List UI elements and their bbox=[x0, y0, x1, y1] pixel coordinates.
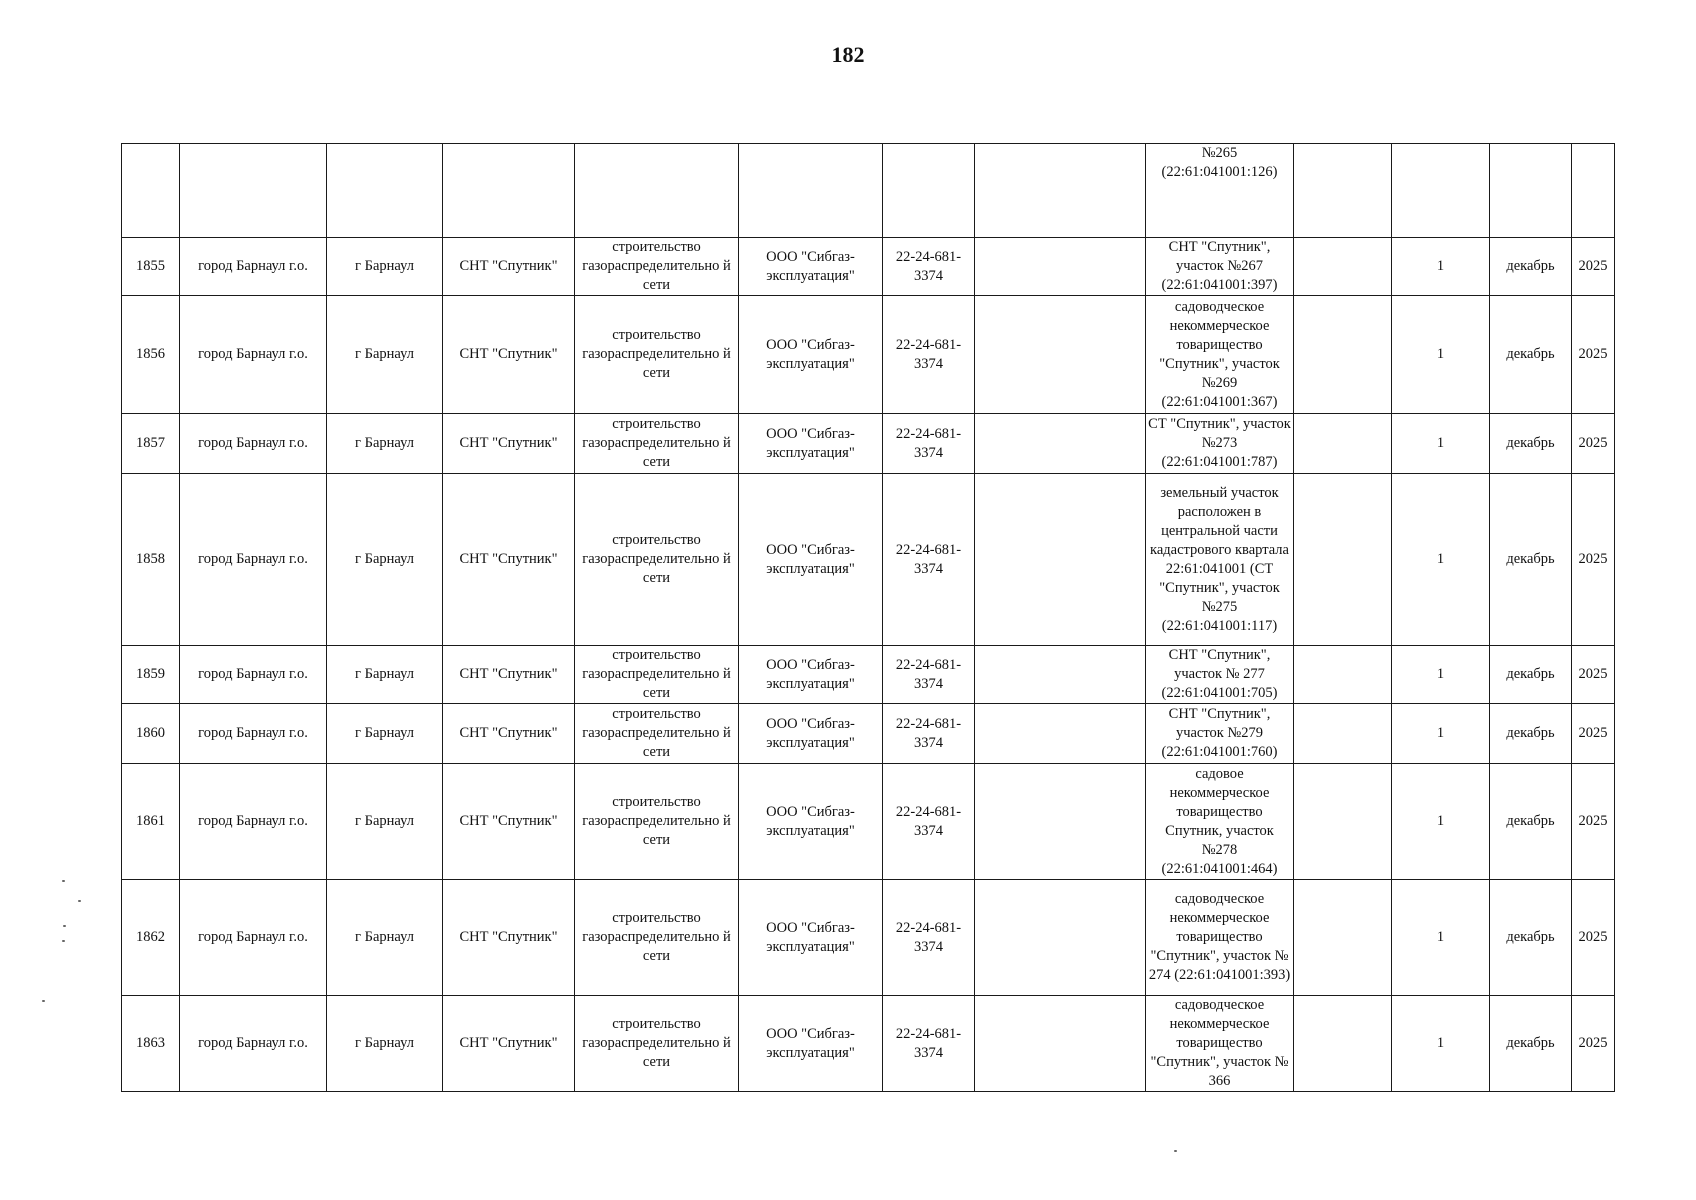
cell-code: 22-24-681-3374 bbox=[883, 880, 975, 996]
cell-qty: 1 bbox=[1392, 764, 1490, 880]
cell-garden: СНТ "Спутник" bbox=[443, 704, 575, 764]
scan-speck bbox=[42, 1000, 45, 1002]
cell-garden: СНТ "Спутник" bbox=[443, 238, 575, 296]
cell-blank bbox=[1294, 880, 1392, 996]
cell-qty bbox=[1392, 144, 1490, 238]
cell-work: строительство газораспределительно й сети bbox=[575, 880, 739, 996]
cell-blank bbox=[1294, 996, 1392, 1092]
cell-company: ООО "Сибгаз-эксплуатация" bbox=[739, 996, 883, 1092]
cell-num: 1855 bbox=[122, 238, 180, 296]
cell-num: 1858 bbox=[122, 474, 180, 646]
cell-year: 2025 bbox=[1572, 474, 1615, 646]
cell-garden: СНТ "Спутник" bbox=[443, 996, 575, 1092]
cell-extra bbox=[975, 296, 1146, 414]
cell-year: 2025 bbox=[1572, 296, 1615, 414]
cell-company: ООО "Сибгаз-эксплуатация" bbox=[739, 474, 883, 646]
cell-month: декабрь bbox=[1490, 646, 1572, 704]
page-number: 182 bbox=[831, 42, 865, 67]
cell-address: садоводческое некоммерческое товарищество "Спутник", участок № 366 bbox=[1146, 996, 1294, 1092]
cell-month: декабрь bbox=[1490, 880, 1572, 996]
table-row bbox=[122, 880, 1615, 996]
cell-extra bbox=[975, 996, 1146, 1092]
cell-extra bbox=[975, 880, 1146, 996]
cell-month: декабрь bbox=[1490, 238, 1572, 296]
cell-year: 2025 bbox=[1572, 238, 1615, 296]
cell-municipality: город Барнаул г.о. bbox=[180, 296, 327, 414]
cell-year bbox=[1572, 144, 1615, 238]
cell-work: строительство газораспределительно й сети bbox=[575, 996, 739, 1092]
cell-year: 2025 bbox=[1572, 704, 1615, 764]
cell-blank bbox=[1294, 296, 1392, 414]
table-row-continued bbox=[122, 144, 1615, 238]
cell-company: ООО "Сибгаз-эксплуатация" bbox=[739, 414, 883, 474]
cell-municipality: город Барнаул г.о. bbox=[180, 880, 327, 996]
cell-num: 1859 bbox=[122, 646, 180, 704]
cell-company: ООО "Сибгаз-эксплуатация" bbox=[739, 704, 883, 764]
scan-speck bbox=[62, 940, 65, 942]
cell-blank bbox=[1294, 474, 1392, 646]
cell-address: СНТ "Спутник", участок № 277 (22:61:041001:705) bbox=[1146, 646, 1294, 704]
cell-work: строительство газораспределительно й сети bbox=[575, 414, 739, 474]
cell-num: 1861 bbox=[122, 764, 180, 880]
cell-company: ООО "Сибгаз-эксплуатация" bbox=[739, 880, 883, 996]
cell-blank bbox=[1294, 144, 1392, 238]
cell-qty: 1 bbox=[1392, 474, 1490, 646]
cell-month: декабрь bbox=[1490, 474, 1572, 646]
scan-speck bbox=[78, 900, 81, 902]
table-row bbox=[122, 296, 1615, 414]
cell-work: строительство газораспределительно й сети bbox=[575, 474, 739, 646]
cell-address: садоводческое некоммерческое товарищество "Спутник", участок №269 (22:61:041001:367) bbox=[1146, 296, 1294, 414]
cell-extra bbox=[975, 646, 1146, 704]
cell-qty: 1 bbox=[1392, 996, 1490, 1092]
cell-municipality: город Барнаул г.о. bbox=[180, 704, 327, 764]
cell-address: СНТ "Спутник", участок №279 (22:61:041001:760) bbox=[1146, 704, 1294, 764]
cell-num: 1862 bbox=[122, 880, 180, 996]
cell-settlement: г Барнаул bbox=[327, 646, 443, 704]
scan-speck bbox=[1174, 1150, 1177, 1152]
cell-garden: СНТ "Спутник" bbox=[443, 474, 575, 646]
cell-extra bbox=[975, 764, 1146, 880]
cell-company bbox=[739, 144, 883, 238]
cell-qty: 1 bbox=[1392, 880, 1490, 996]
cell-work: строительство газораспределительно й сети bbox=[575, 646, 739, 704]
cell-qty: 1 bbox=[1392, 414, 1490, 474]
cell-company: ООО "Сибгаз-эксплуатация" bbox=[739, 238, 883, 296]
table-row bbox=[122, 996, 1615, 1092]
cell-settlement: г Барнаул bbox=[327, 880, 443, 996]
cell-settlement: г Барнаул bbox=[327, 764, 443, 880]
cell-work: строительство газораспределительно й сети bbox=[575, 764, 739, 880]
cell-address: №265 (22:61:041001:126) bbox=[1146, 144, 1294, 238]
cell-num: 1857 bbox=[122, 414, 180, 474]
cell-code: 22-24-681-3374 bbox=[883, 996, 975, 1092]
cell-code: 22-24-681-3374 bbox=[883, 296, 975, 414]
cell-code: 22-24-681-3374 bbox=[883, 414, 975, 474]
cell-extra bbox=[975, 704, 1146, 764]
cell-settlement: г Барнаул bbox=[327, 238, 443, 296]
cell-qty: 1 bbox=[1392, 646, 1490, 704]
cell-code: 22-24-681-3374 bbox=[883, 764, 975, 880]
cell-municipality: город Барнаул г.о. bbox=[180, 996, 327, 1092]
cell-work bbox=[575, 144, 739, 238]
cell-garden: СНТ "Спутник" bbox=[443, 764, 575, 880]
cell-year: 2025 bbox=[1572, 880, 1615, 996]
cell-municipality: город Барнаул г.о. bbox=[180, 764, 327, 880]
cell-company: ООО "Сибгаз-эксплуатация" bbox=[739, 646, 883, 704]
cell-month: декабрь bbox=[1490, 764, 1572, 880]
table-row bbox=[122, 474, 1615, 646]
cell-month bbox=[1490, 144, 1572, 238]
table-row bbox=[122, 414, 1615, 474]
table-row bbox=[122, 764, 1615, 880]
cell-address: земельный участок расположен в центральной части кадастрового квартала 22:61:041001 (СТ "Спутник", участок №275 (22:61:041001:117) bbox=[1146, 474, 1294, 646]
cell-garden bbox=[443, 144, 575, 238]
table-row bbox=[122, 238, 1615, 296]
cell-garden: СНТ "Спутник" bbox=[443, 880, 575, 996]
cell-settlement: г Барнаул bbox=[327, 296, 443, 414]
cell-municipality: город Барнаул г.о. bbox=[180, 646, 327, 704]
cell-qty: 1 bbox=[1392, 238, 1490, 296]
cell-company: ООО "Сибгаз-эксплуатация" bbox=[739, 764, 883, 880]
cell-municipality: город Барнаул г.о. bbox=[180, 474, 327, 646]
gas-network-table bbox=[121, 143, 1615, 1092]
cell-work: строительство газораспределительно й сети bbox=[575, 704, 739, 764]
cell-code: 22-24-681-3374 bbox=[883, 238, 975, 296]
cell-blank bbox=[1294, 646, 1392, 704]
cell-settlement: г Барнаул bbox=[327, 704, 443, 764]
cell-extra bbox=[975, 414, 1146, 474]
cell-address: СНТ "Спутник", участок №267 (22:61:041001:397) bbox=[1146, 238, 1294, 296]
cell-month: декабрь bbox=[1490, 704, 1572, 764]
cell-blank bbox=[1294, 704, 1392, 764]
cell-qty: 1 bbox=[1392, 704, 1490, 764]
cell-code: 22-24-681-3374 bbox=[883, 704, 975, 764]
cell-settlement: г Барнаул bbox=[327, 996, 443, 1092]
cell-extra bbox=[975, 238, 1146, 296]
cell-num bbox=[122, 144, 180, 238]
cell-code: 22-24-681-3374 bbox=[883, 646, 975, 704]
cell-address: садовое некоммерческое товарищество Спутник, участок №278 (22:61:041001:464) bbox=[1146, 764, 1294, 880]
cell-address: садоводческое некоммерческое товарищество "Спутник", участок № 274 (22:61:041001:393) bbox=[1146, 880, 1294, 996]
cell-extra bbox=[975, 144, 1146, 238]
cell-code bbox=[883, 144, 975, 238]
cell-municipality: город Барнаул г.о. bbox=[180, 414, 327, 474]
cell-address: СТ "Спутник", участок №273 (22:61:041001:787) bbox=[1146, 414, 1294, 474]
cell-num: 1863 bbox=[122, 996, 180, 1092]
cell-settlement: г Барнаул bbox=[327, 474, 443, 646]
cell-garden: СНТ "Спутник" bbox=[443, 414, 575, 474]
table-row bbox=[122, 646, 1615, 704]
cell-qty: 1 bbox=[1392, 296, 1490, 414]
cell-garden: СНТ "Спутник" bbox=[443, 296, 575, 414]
cell-company: ООО "Сибгаз-эксплуатация" bbox=[739, 296, 883, 414]
scan-speck bbox=[62, 880, 65, 882]
cell-month: декабрь bbox=[1490, 414, 1572, 474]
table-row bbox=[122, 704, 1615, 764]
cell-work: строительство газораспределительно й сети bbox=[575, 296, 739, 414]
cell-extra bbox=[975, 474, 1146, 646]
cell-municipality: город Барнаул г.о. bbox=[180, 238, 327, 296]
cell-blank bbox=[1294, 414, 1392, 474]
table-body bbox=[122, 144, 1615, 1092]
cell-month: декабрь bbox=[1490, 996, 1572, 1092]
cell-month: декабрь bbox=[1490, 296, 1572, 414]
cell-work: строительство газораспределительно й сети bbox=[575, 238, 739, 296]
scan-speck bbox=[63, 925, 66, 927]
cell-year: 2025 bbox=[1572, 646, 1615, 704]
cell-garden: СНТ "Спутник" bbox=[443, 646, 575, 704]
cell-year: 2025 bbox=[1572, 414, 1615, 474]
cell-num: 1860 bbox=[122, 704, 180, 764]
cell-municipality bbox=[180, 144, 327, 238]
cell-settlement: г Барнаул bbox=[327, 414, 443, 474]
cell-year: 2025 bbox=[1572, 996, 1615, 1092]
cell-blank bbox=[1294, 764, 1392, 880]
cell-blank bbox=[1294, 238, 1392, 296]
cell-code: 22-24-681-3374 bbox=[883, 474, 975, 646]
cell-year: 2025 bbox=[1572, 764, 1615, 880]
cell-num: 1856 bbox=[122, 296, 180, 414]
cell-settlement bbox=[327, 144, 443, 238]
